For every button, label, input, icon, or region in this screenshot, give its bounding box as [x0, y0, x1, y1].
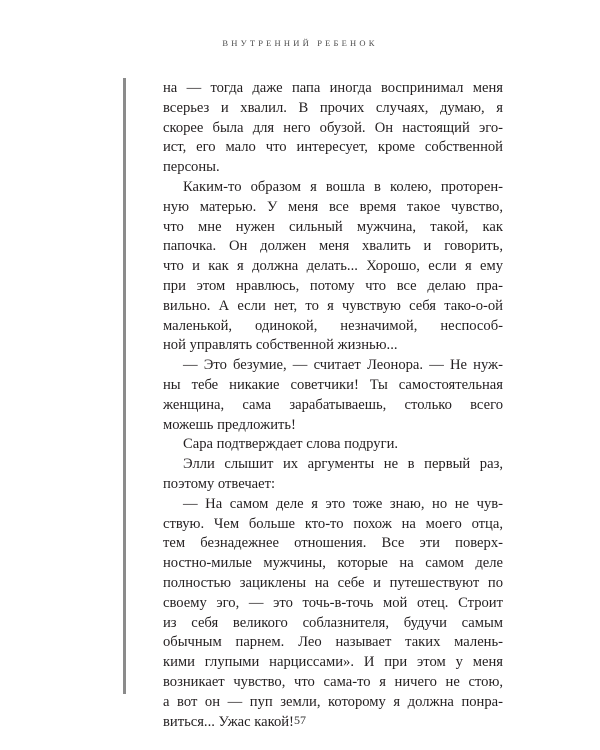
text-line: при этом нравлюсь, потому что все делаю пра-: [163, 277, 503, 294]
body-text: [163, 79, 503, 732]
text-line: возникает чувство, что сама-то я ничего не стою,: [163, 673, 503, 690]
text-line: ны тебе никакие советчики! Ты самостоятельная: [163, 376, 503, 393]
text-line: виться... Ужас какой!: [163, 713, 294, 730]
text-line: ист, его мало что интересует, кроме собственной: [163, 139, 503, 156]
text-line: Элли слышит их аргументы не в первый раз,: [183, 456, 503, 473]
text-line: всерьез и хвалил. В прочих случаях, думаю, я: [163, 99, 503, 116]
text-line: кими глупыми нарциссами». И при этом у меня: [163, 654, 503, 671]
text-line: папочка. Он должен меня хвалить и говорить,: [163, 238, 503, 255]
text-line: на — тогда даже папа иногда воспринимал меня: [163, 80, 503, 96]
text-line: тем безнадежнее отношения. Все эти поверх-: [163, 535, 503, 552]
text-line: что мне нужен сильный мужчина, такой, как: [163, 218, 503, 235]
text-line: — На самом деле я это тоже знаю, но не чув-: [183, 495, 503, 512]
text-line: ную матерью. У меня все время такое чувство,: [163, 198, 503, 215]
text-line: ной управлять собственной жизнью...: [163, 337, 398, 354]
text-line: маленькой, одинокой, незначимой, неспособ-: [163, 317, 503, 334]
text-line: а вот он — пуп земли, которому я должна понра-: [163, 693, 503, 710]
running-head: ВНУТРЕННИЙ РЕБЕНОК: [222, 38, 378, 48]
text-line: что и как я должна делать... Хорошо, если я ему: [163, 258, 503, 275]
text-line: своему эго, — это точь-в-точь мой отец. Строит: [163, 594, 503, 611]
text-line: из себя великого соблазнителя, будучи самым: [163, 614, 503, 631]
text-line: скорее была для него обузой. Он настоящий эго-: [163, 119, 503, 136]
text-line: персоны.: [163, 159, 220, 176]
side-rule: [123, 78, 126, 694]
text-line: Каким-то образом я вошла в колею, проторен-: [183, 178, 503, 195]
text-line: поэтому отвечает:: [163, 475, 276, 492]
text-line: вильно. А если нет, то я чувствую себя тако-о-ой: [163, 297, 503, 314]
text-line: можешь предложить!: [163, 416, 296, 433]
text-line: полностью зациклены на себе и путешествуют по: [163, 574, 503, 591]
text-line: обычным парнем. Лео называет таких малень-: [163, 634, 503, 651]
text-line: Сара подтверждает слова подруги.: [183, 436, 399, 453]
text-line: женщина, сама зарабатываешь, столько всего: [163, 396, 503, 413]
page-number: 57: [294, 713, 306, 727]
text-line: ностно-милые мужчины, которые на самом деле: [163, 555, 503, 572]
text-line: — Это безумие, — считает Леонора. — Не нуж-: [183, 357, 503, 374]
text-line: ствую. Чем больше кто-то похож на моего отца,: [163, 515, 503, 532]
